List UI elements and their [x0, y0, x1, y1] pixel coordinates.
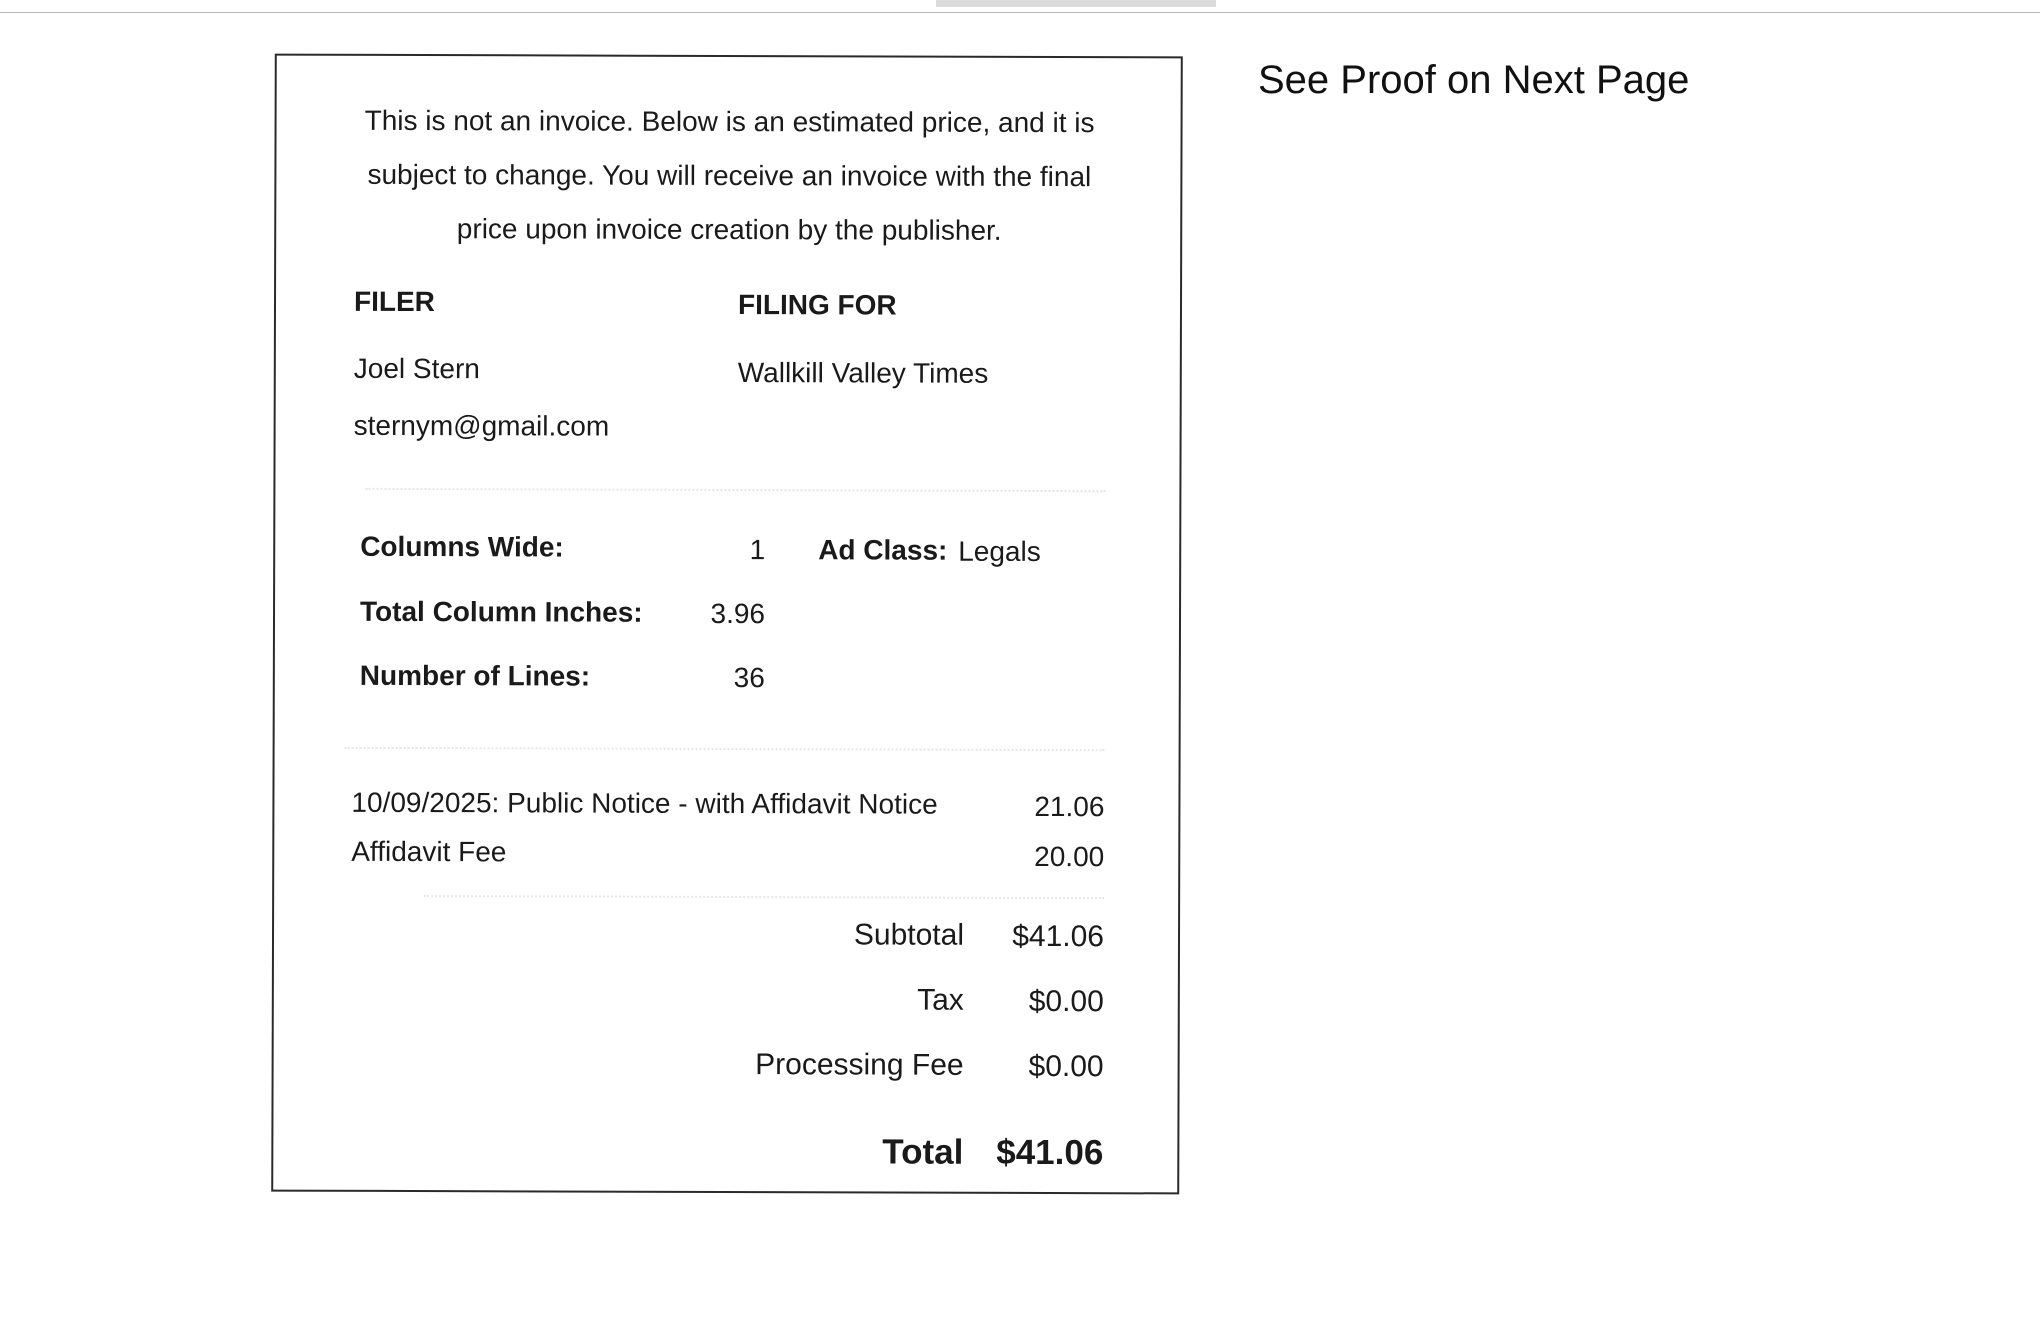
subtotal-label: Subtotal	[853, 918, 965, 952]
see-proof-note: See Proof on Next Page	[1258, 58, 1690, 102]
total-column-inches-value: 3.96	[710, 597, 766, 630]
columns-wide-value: 1	[749, 534, 766, 566]
line-item-description: Affidavit Fee	[351, 835, 507, 868]
tax-value: $0.00	[1028, 984, 1104, 1019]
total-value: $41.06	[996, 1132, 1104, 1173]
filing-for-heading: FILING FOR	[737, 289, 897, 321]
horizontal-scroll-thumb[interactable]	[936, 0, 1216, 7]
number-of-lines-label: Number of Lines:	[359, 659, 591, 692]
ad-class-value: Legals	[958, 535, 1041, 567]
processing-fee-label: Processing Fee	[755, 1048, 964, 1082]
columns-wide-label: Columns Wide:	[360, 530, 564, 563]
section-divider	[345, 747, 1105, 751]
subtotal-value: $41.06	[1012, 919, 1105, 954]
section-divider	[424, 895, 1104, 899]
filer-name: Joel Stern	[353, 352, 480, 385]
line-item-amount: 21.06	[1034, 790, 1105, 823]
disclaimer-line-3: price upon invoice creation by the publisher.	[456, 213, 1002, 246]
top-toolbar-strip	[0, 0, 2040, 13]
filer-email: sternym@gmail.com	[353, 409, 610, 442]
disclaimer-line-2: subject to change. You will receive an invoice with the final	[367, 158, 1092, 193]
estimate-disclaimer	[354, 94, 1105, 258]
filing-for-name: Wallkill Valley Times	[737, 357, 989, 389]
filer-heading: FILER	[353, 285, 435, 318]
section-divider	[365, 488, 1105, 492]
tax-label: Tax	[917, 983, 964, 1017]
number-of-lines-value: 36	[733, 662, 765, 694]
line-item-description: 10/09/2025: Public Notice - with Affidavit Notice	[351, 786, 938, 820]
total-column-inches-label: Total Column Inches:	[359, 595, 643, 628]
ad-class-label: Ad Class:	[818, 534, 948, 566]
price-estimate-box	[271, 54, 1183, 1195]
line-item-amount: 20.00	[1034, 840, 1105, 873]
processing-fee-value: $0.00	[1028, 1049, 1104, 1084]
total-label: Total	[882, 1132, 964, 1172]
disclaimer-line-1: This is not an invoice. Below is an estimated price, and it is	[364, 104, 1095, 139]
